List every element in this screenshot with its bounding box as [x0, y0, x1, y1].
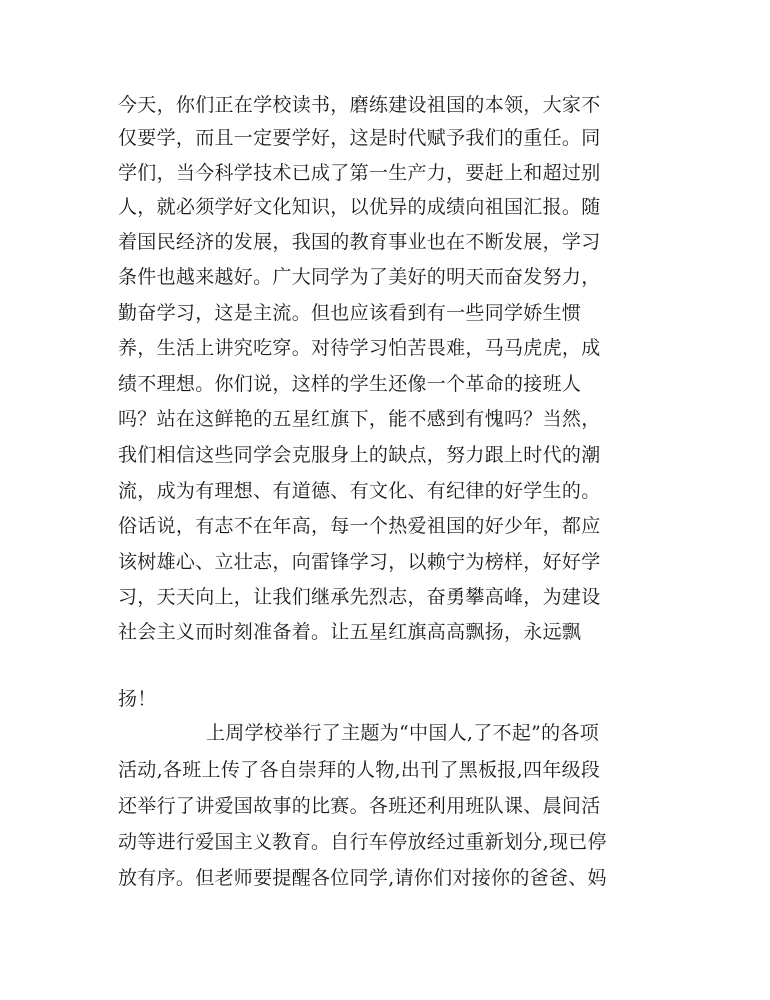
text-line: 放有序。但老师要提醒各位同学,请你们对接你的爸爸、妈 — [118, 867, 607, 889]
text-line: 活动,各班上传了各自崇拜的人物,出刊了黑板报,四年级段 — [118, 759, 601, 781]
text-line: 吗？站在这鲜艳的五星红旗下，能不感到有愧吗？当然， — [118, 408, 601, 430]
text-line: 养，生活上讲究吃穿。对待学习怕苦畏难，马马虎虎，成 — [118, 337, 601, 359]
text-line: 流，成为有理想、有道德、有文化、有纪律的好学生的。 — [118, 480, 601, 502]
text-line: 仅要学，而且一定要学好，这是时代赋予我们的重任。同 — [118, 127, 601, 149]
text-line: 动等进行爱国主义教育。自行车停放经过重新划分,现已停 — [118, 831, 607, 853]
text-line: 今天，你们正在学校读书，磨练建设祖国的本领，大家不 — [118, 94, 601, 116]
text-line: 着国民经济的发展，我国的教育事业也在不断发展，学习 — [118, 231, 601, 253]
text-line: 扬！ — [118, 688, 157, 710]
text-line: 习，天天向上，让我们继承先烈志，奋勇攀高峰，为建设 — [118, 586, 601, 608]
text-line: 绩不理想。你们说，这样的学生还像一个革命的接班人 — [118, 373, 582, 395]
text-line: 学们，当今科学技术已成了第一生产力，要赶上和超过别 — [118, 162, 601, 184]
text-line: 勤奋学习，这是主流。但也应该看到有一些同学娇生惯 — [118, 302, 582, 324]
text-line: 还举行了讲爱国故事的比赛。各班还利用班队课、晨间活 — [118, 795, 601, 817]
text-line: 我们相信这些同学会克服身上的缺点，努力跟上时代的潮 — [118, 444, 601, 466]
text-line: 人，就必须学好文化知识，以优异的成绩向祖国汇报。随 — [118, 196, 601, 218]
text-line: 条件也越来越好。广大同学为了美好的明天而奋发努力， — [118, 266, 601, 288]
text-line: 社会主义而时刻准备着。让五星红旗高高飘扬，永远飘 — [118, 621, 582, 643]
text-line: 俗话说，有志不在年高，每一个热爱祖国的好少年，都应 — [118, 515, 601, 537]
text-line: 上周学校举行了主题为“中国人,了不起”的各项 — [206, 722, 600, 744]
text-line: 该树雄心、立壮志，向雷锋学习，以赖宁为榜样，好好学 — [118, 551, 601, 573]
